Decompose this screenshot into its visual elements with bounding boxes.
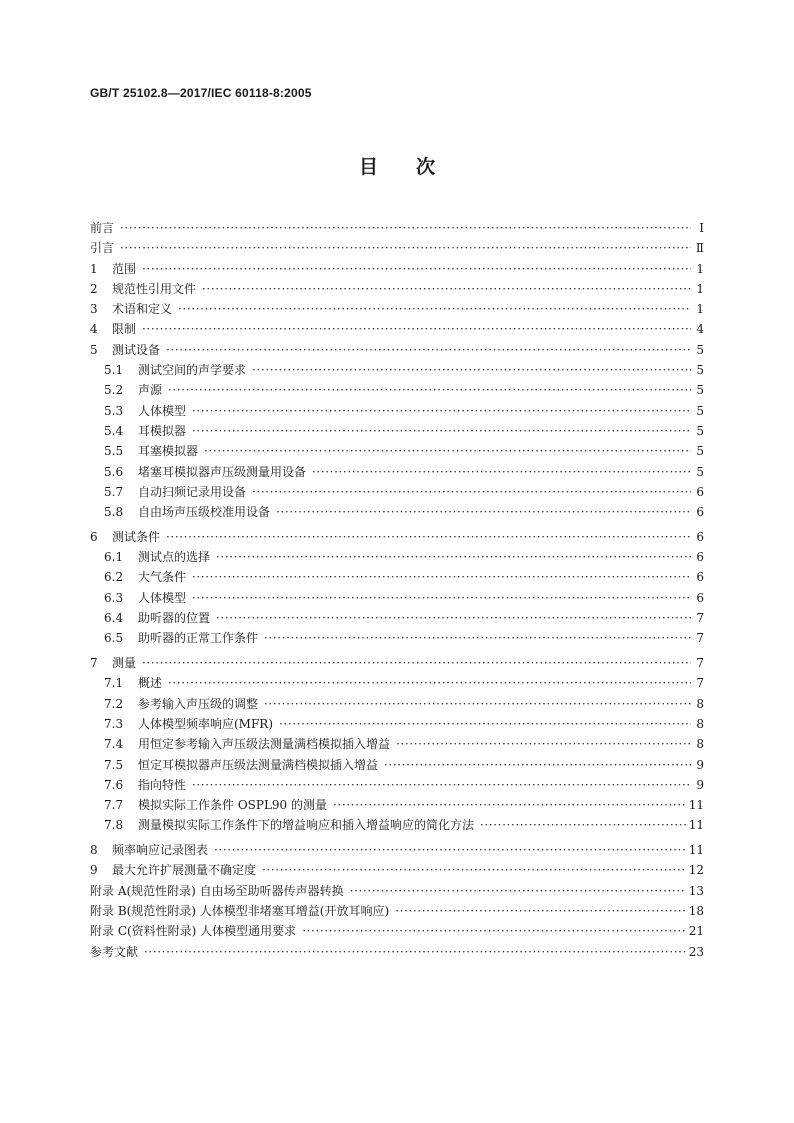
toc-entry-label <box>104 502 270 522</box>
toc-entry-text: 人体模型 <box>138 403 187 418</box>
dot-leader <box>384 755 691 775</box>
toc-section-number: 8 <box>90 843 98 858</box>
dot-leader <box>350 881 686 901</box>
toc-page-number: 7 <box>696 656 704 671</box>
toc-page-number: 6 <box>696 529 704 544</box>
toc-page-number: Ⅰ <box>699 221 704 235</box>
toc-entry[interactable] <box>90 673 704 693</box>
toc-entry-label <box>104 547 210 567</box>
toc-entry-text: 规范性引用文件 <box>112 281 197 296</box>
dot-leader <box>168 380 691 400</box>
toc-section-number: 5.5 <box>104 444 124 459</box>
dot-leader <box>302 921 686 941</box>
toc-section-number: 7.6 <box>104 777 124 792</box>
toc-section-number: 7.3 <box>104 716 124 731</box>
toc-entry-text: 参考文献 <box>90 944 139 959</box>
toc-entry-text: 频率响应记录图表 <box>112 843 209 858</box>
dot-leader <box>168 673 691 693</box>
toc-section-number: 5.7 <box>104 484 124 499</box>
toc-section-number: 6.5 <box>104 631 124 646</box>
toc-entry-text: 人体模型频率响应(MFR) <box>138 716 274 731</box>
toc-entry-label <box>104 401 186 421</box>
dot-leader <box>312 462 691 482</box>
toc-entry[interactable] <box>90 527 704 547</box>
toc-page-number: 4 <box>696 322 704 337</box>
toc-page-number: 13 <box>688 883 704 898</box>
toc-section-number: 3 <box>90 302 98 317</box>
toc-entry-text: 堵塞耳模拟器声压级测量用设备 <box>138 464 307 479</box>
toc-page-number: 5 <box>696 423 704 438</box>
toc-entry[interactable] <box>90 921 704 941</box>
toc-section-number: 7.4 <box>104 737 124 752</box>
toc-page-number: 6 <box>696 550 704 565</box>
toc-page-number: 8 <box>696 737 704 752</box>
toc-entry[interactable] <box>90 238 704 258</box>
dot-leader <box>480 815 686 835</box>
dot-leader <box>395 901 686 921</box>
toc-entry[interactable] <box>90 840 704 860</box>
toc-page-number: 1 <box>696 281 704 296</box>
toc-entry-label <box>90 340 160 360</box>
toc-section-number: 6.1 <box>104 550 124 565</box>
toc-section-number: 6.4 <box>104 611 124 626</box>
toc-entry-label <box>104 462 306 482</box>
toc-entry-text: 测试点的选择 <box>138 550 211 565</box>
toc-section-number: 2 <box>90 281 98 296</box>
dot-leader <box>120 238 691 258</box>
toc-entry-text: 助听器的正常工作条件 <box>138 631 259 646</box>
toc-entry[interactable] <box>90 421 704 441</box>
toc-entry[interactable] <box>90 218 704 238</box>
toc-entry[interactable] <box>90 795 704 815</box>
toc-entry-text: 概述 <box>138 676 163 691</box>
toc-entry-label <box>104 360 246 380</box>
toc-entry-label <box>104 441 198 461</box>
toc-section-number: 7.7 <box>104 798 124 813</box>
toc-entry[interactable] <box>90 775 704 795</box>
dot-leader <box>262 860 686 880</box>
toc-section-number: 5.3 <box>104 403 124 418</box>
toc-entry-text: 附录 A(规范性附录) 自由场至助听器传声器转换 <box>90 883 344 898</box>
toc-entry[interactable] <box>90 401 704 421</box>
toc-page-number: 9 <box>696 777 704 792</box>
toc-entry-text: 前言 <box>90 221 115 235</box>
toc-page-number: 5 <box>696 342 704 357</box>
dot-leader <box>192 588 691 608</box>
toc-page-number: 5 <box>696 383 704 398</box>
toc-entry[interactable] <box>90 340 704 360</box>
toc-page-number: 11 <box>688 843 704 858</box>
toc-entry-label <box>104 815 474 835</box>
toc-section-number: 7 <box>90 656 98 671</box>
toc-entry-text: 大气条件 <box>138 570 187 585</box>
dot-leader <box>166 527 691 547</box>
toc-entry-text: 测量模拟实际工作条件下的增益响应和插入增益响应的简化方法 <box>138 818 475 833</box>
toc-section-number: 4 <box>90 322 98 337</box>
dot-leader <box>142 259 691 279</box>
toc-entry-label <box>104 482 246 502</box>
toc-page-number: 9 <box>696 757 704 772</box>
toc-section-number: 5.8 <box>104 505 124 520</box>
toc-page-number: 8 <box>696 696 704 711</box>
toc-entry-text: 恒定耳模拟器声压级法测量满档模拟插入增益 <box>138 757 379 772</box>
toc-entry-text: 限制 <box>112 322 137 337</box>
dot-leader <box>192 421 691 441</box>
toc-entry[interactable] <box>90 299 704 319</box>
toc-entry-text: 指向特性 <box>138 777 187 792</box>
dot-leader <box>178 299 691 319</box>
toc-entry-label <box>104 714 273 734</box>
toc-entry-label <box>104 673 162 693</box>
toc-entry[interactable] <box>90 380 704 400</box>
toc-section-number: 5.6 <box>104 464 124 479</box>
toc-section-number: 6.3 <box>104 590 124 605</box>
toc-entry-text: 参考输入声压级的调整 <box>138 696 259 711</box>
dot-leader <box>166 340 691 360</box>
toc-entry-label <box>104 775 186 795</box>
toc-entry[interactable] <box>90 567 704 587</box>
toc-entry-label <box>104 380 162 400</box>
toc-entry-label <box>104 588 186 608</box>
toc-entry-text: 用恒定参考输入声压级法测量满档模拟插入增益 <box>138 737 391 752</box>
toc-page-number: Ⅱ <box>695 241 704 256</box>
toc-entry[interactable] <box>90 815 704 835</box>
toc-entry[interactable] <box>90 901 704 921</box>
toc-entry-text: 测试设备 <box>112 342 161 357</box>
table-of-contents <box>90 218 704 962</box>
dot-leader <box>396 734 691 754</box>
toc-entry-label <box>90 921 296 941</box>
toc-entry-text: 附录 C(资料性附录) 人体模型通用要求 <box>90 924 297 939</box>
dot-leader <box>333 795 686 815</box>
toc-page-number: 7 <box>696 631 704 646</box>
toc-section-number: 5.2 <box>104 383 124 398</box>
toc-entry[interactable] <box>90 755 704 775</box>
dot-leader <box>214 840 686 860</box>
toc-entry-text: 耳模拟器 <box>138 423 187 438</box>
dot-leader <box>142 319 691 339</box>
toc-entry-label <box>90 527 160 547</box>
dot-leader <box>142 653 691 673</box>
toc-page-number: 1 <box>696 261 704 276</box>
toc-entry-text: 模拟实际工作条件 OSPL90 的测量 <box>138 798 328 813</box>
toc-entry[interactable] <box>90 942 704 962</box>
dot-leader <box>192 567 691 587</box>
toc-entry-text: 自由场声压级校准用设备 <box>138 505 271 520</box>
dot-leader <box>202 279 691 299</box>
toc-entry-label <box>104 421 186 441</box>
toc-section-number: 7.1 <box>104 676 124 691</box>
toc-section-number: 6 <box>90 529 98 544</box>
toc-entry-text: 测试空间的声学要求 <box>138 363 247 378</box>
dot-leader <box>192 775 691 795</box>
toc-entry-label <box>90 860 256 880</box>
toc-entry-label <box>90 881 344 901</box>
toc-entry[interactable] <box>90 714 704 734</box>
dot-leader <box>144 942 686 962</box>
toc-page-number: 8 <box>696 716 704 731</box>
toc-page-number: 23 <box>688 944 704 959</box>
toc-section-number: 7.2 <box>104 696 124 711</box>
toc-entry[interactable] <box>90 694 704 714</box>
toc-entry-label <box>90 319 136 339</box>
toc-entry-label <box>104 734 390 754</box>
toc-section-number: 1 <box>90 261 98 276</box>
toc-entry[interactable] <box>90 588 704 608</box>
toc-entry[interactable] <box>90 441 704 461</box>
toc-section-number: 9 <box>90 863 98 878</box>
toc-entry-label <box>104 608 210 628</box>
toc-entry-label <box>90 279 196 299</box>
toc-entry-label <box>104 628 258 648</box>
toc-section-number: 7.8 <box>104 818 124 833</box>
toc-entry-text: 术语和定义 <box>112 302 173 317</box>
toc-entry-label <box>104 755 378 775</box>
toc-entry[interactable] <box>90 502 704 522</box>
toc-entry-text: 声源 <box>138 383 163 398</box>
toc-entry-text: 范围 <box>112 261 137 276</box>
toc-entry[interactable] <box>90 482 704 502</box>
toc-section-number: 5 <box>90 342 98 357</box>
toc-page-number: 18 <box>688 903 704 918</box>
toc-entry[interactable] <box>90 860 704 880</box>
toc-entry-text: 测试条件 <box>112 529 161 544</box>
dot-leader <box>264 694 691 714</box>
toc-entry[interactable] <box>90 628 704 648</box>
toc-page-number: 11 <box>688 818 704 833</box>
toc-entry[interactable] <box>90 462 704 482</box>
toc-page-number: 11 <box>688 798 704 813</box>
dot-leader <box>120 218 691 238</box>
toc-entry-text: 耳塞模拟器 <box>138 444 199 459</box>
toc-entry-label <box>90 840 208 860</box>
toc-page-number: 6 <box>696 484 704 499</box>
toc-entry-label <box>90 942 138 962</box>
toc-page-number: 5 <box>696 363 704 378</box>
toc-entry-text: 自动扫频记录用设备 <box>138 484 247 499</box>
toc-page-number: 5 <box>696 403 704 418</box>
standard-number: GB/T 25102.8—2017/IEC 60118-8:2005 <box>90 86 312 100</box>
toc-entry-text: 附录 B(规范性附录) 人体模型非堵塞耳增益(开放耳响应) <box>90 903 390 918</box>
dot-leader <box>264 628 691 648</box>
toc-entry-text: 最大允许扩展测量不确定度 <box>112 863 257 878</box>
toc-entry-label <box>104 795 327 815</box>
dot-leader <box>252 360 691 380</box>
dot-leader <box>279 714 691 734</box>
toc-page-number: 6 <box>696 505 704 520</box>
dot-leader <box>216 608 691 628</box>
toc-entry[interactable] <box>90 653 704 673</box>
toc-entry-label <box>90 299 172 319</box>
toc-entry[interactable] <box>90 279 704 299</box>
toc-entry-label <box>90 218 114 238</box>
toc-section-number: 5.1 <box>104 363 124 378</box>
toc-page-number: 6 <box>696 590 704 605</box>
toc-entry-label <box>104 694 258 714</box>
toc-page-number: 1 <box>696 302 704 317</box>
toc-section-number: 5.4 <box>104 423 124 438</box>
toc-entry-label <box>90 653 136 673</box>
toc-page-number: 5 <box>696 464 704 479</box>
toc-page-number: 7 <box>696 676 704 691</box>
toc-entry[interactable] <box>90 319 704 339</box>
toc-page-number: 6 <box>696 570 704 585</box>
toc-entry[interactable] <box>90 547 704 567</box>
toc-entry-text: 人体模型 <box>138 590 187 605</box>
toc-page-number: 21 <box>688 924 704 939</box>
dot-leader <box>192 401 691 421</box>
toc-entry-text: 助听器的位置 <box>138 611 211 626</box>
toc-entry-label <box>90 238 114 258</box>
dot-leader <box>252 482 691 502</box>
dot-leader <box>204 441 691 461</box>
page-title: 目次 <box>358 156 473 178</box>
toc-entry-label <box>90 901 389 921</box>
dot-leader <box>216 547 691 567</box>
toc-page-number: 7 <box>696 611 704 626</box>
toc-entry[interactable] <box>90 734 704 754</box>
toc-page-number: 5 <box>696 444 704 459</box>
toc-entry-label <box>90 259 136 279</box>
dot-leader <box>276 502 691 522</box>
toc-entry[interactable] <box>90 608 704 628</box>
toc-entry[interactable] <box>90 259 704 279</box>
toc-entry-text: 测量 <box>112 656 137 671</box>
toc-entry[interactable] <box>90 360 704 380</box>
toc-page-number: 12 <box>688 863 704 878</box>
toc-entry[interactable] <box>90 881 704 901</box>
toc-entry-text: 引言 <box>90 241 115 256</box>
toc-entry-label <box>104 567 186 587</box>
toc-section-number: 7.5 <box>104 757 124 772</box>
toc-section-number: 6.2 <box>104 570 124 585</box>
